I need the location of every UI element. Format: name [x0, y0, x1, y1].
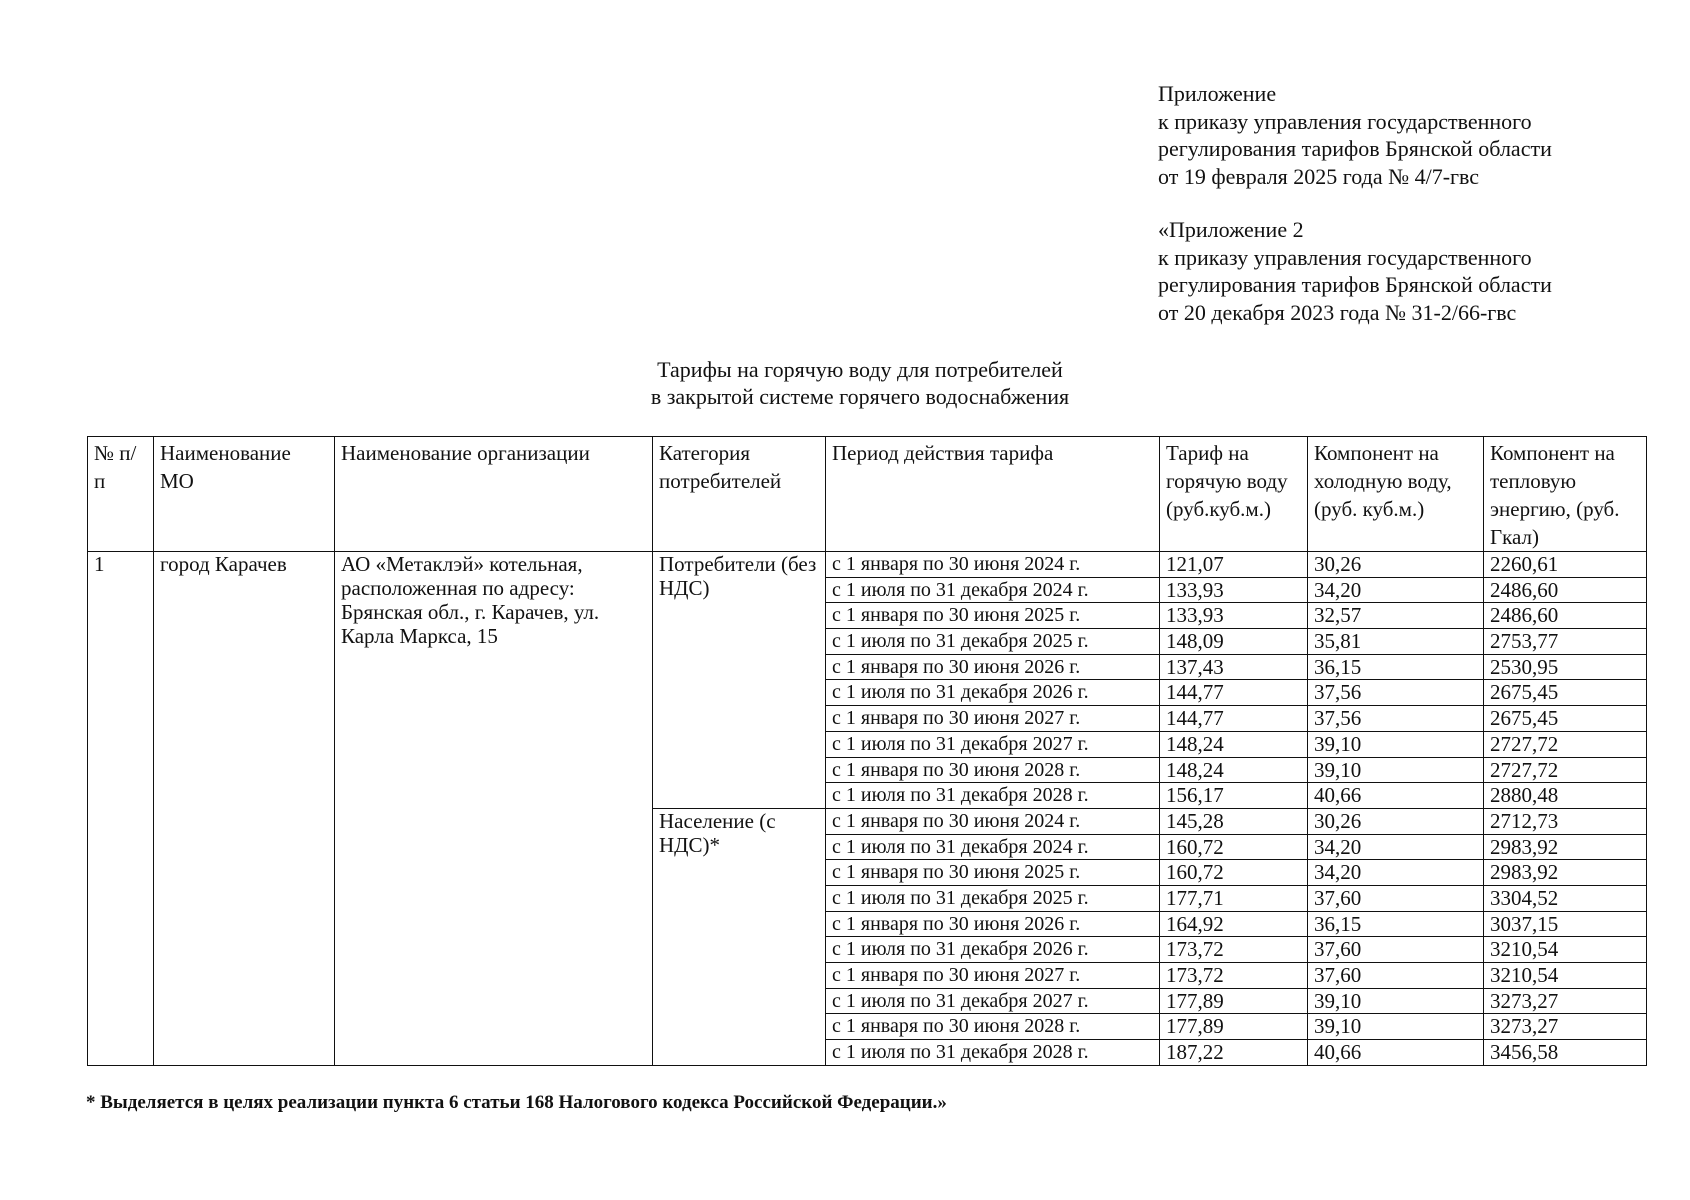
tariff-cell: 177,89 — [1160, 988, 1308, 1014]
table-body — [88, 552, 1647, 1066]
header-org: Наименование организации — [335, 437, 653, 552]
cold-water-cell: 36,15 — [1308, 911, 1484, 937]
appendix-2-header-block — [1158, 216, 1678, 326]
category-cell: Потребители (без НДС) — [653, 552, 826, 809]
period-cell: с 1 января по 30 июня 2024 г. — [826, 552, 1160, 578]
heat-energy-cell: 2530,95 — [1484, 654, 1647, 680]
cold-water-cell: 37,60 — [1308, 963, 1484, 989]
period-cell: с 1 июля по 31 декабря 2025 г. — [826, 629, 1160, 655]
table-row — [88, 552, 1647, 578]
heat-energy-cell: 2675,45 — [1484, 680, 1647, 706]
cold-water-cell: 39,10 — [1308, 731, 1484, 757]
period-cell: с 1 января по 30 июня 2027 г. — [826, 963, 1160, 989]
period-cell: с 1 января по 30 июня 2025 г. — [826, 603, 1160, 629]
period-cell: с 1 июля по 31 декабря 2026 г. — [826, 680, 1160, 706]
category-cell: Население (с НДС)* — [653, 808, 826, 1065]
heat-energy-cell: 3273,27 — [1484, 1014, 1647, 1040]
period-cell: с 1 января по 30 июня 2026 г. — [826, 654, 1160, 680]
cold-water-cell: 34,20 — [1308, 860, 1484, 886]
tariff-cell: 133,93 — [1160, 577, 1308, 603]
tariff-cell: 133,93 — [1160, 603, 1308, 629]
tariff-cell: 173,72 — [1160, 937, 1308, 963]
heat-energy-cell: 2486,60 — [1484, 577, 1647, 603]
heat-energy-cell: 3210,54 — [1484, 937, 1647, 963]
cold-water-cell: 34,20 — [1308, 834, 1484, 860]
tariff-cell: 160,72 — [1160, 834, 1308, 860]
title-line: в закрытой системе горячего водоснабжения — [650, 384, 1070, 409]
heat-energy-cell: 2983,92 — [1484, 834, 1647, 860]
cold-water-cell: 40,66 — [1308, 783, 1484, 809]
mo-name-cell: город Карачев — [154, 552, 335, 1066]
tariff-cell: 173,72 — [1160, 963, 1308, 989]
period-cell: с 1 июля по 31 декабря 2028 г. — [826, 1040, 1160, 1066]
footnote: * Выделяется в целях реализации пункта 6 статьи 168 Налогового кодекса Российской Федерации.» — [86, 1092, 947, 1113]
header-period: Период действия тарифа — [826, 437, 1160, 552]
title-line: Тарифы на горячую воду для потребителей — [657, 357, 1063, 382]
tariff-table — [87, 436, 1647, 1066]
heat-energy-cell: 3456,58 — [1484, 1040, 1647, 1066]
period-cell: с 1 июля по 31 декабря 2027 г. — [826, 731, 1160, 757]
period-cell: с 1 января по 30 июня 2025 г. — [826, 860, 1160, 886]
cold-water-cell: 39,10 — [1308, 757, 1484, 783]
tariff-cell: 121,07 — [1160, 552, 1308, 578]
heat-energy-cell: 2260,61 — [1484, 552, 1647, 578]
cold-water-cell: 37,60 — [1308, 885, 1484, 911]
cold-water-cell: 34,20 — [1308, 577, 1484, 603]
header-num: № п/п — [88, 437, 154, 552]
heat-energy-cell: 2727,72 — [1484, 757, 1647, 783]
tariff-cell: 160,72 — [1160, 860, 1308, 886]
heat-energy-cell: 2486,60 — [1484, 603, 1647, 629]
header-mo: Наименование МО — [154, 437, 335, 552]
cold-water-cell: 37,56 — [1308, 706, 1484, 732]
period-cell: с 1 июля по 31 декабря 2027 г. — [826, 988, 1160, 1014]
cold-water-cell: 37,56 — [1308, 680, 1484, 706]
cold-water-cell: 37,60 — [1308, 937, 1484, 963]
heat-energy-cell: 2712,73 — [1484, 808, 1647, 834]
heat-energy-cell: 3273,27 — [1484, 988, 1647, 1014]
cold-water-cell: 35,81 — [1308, 629, 1484, 655]
heat-energy-cell: 2727,72 — [1484, 731, 1647, 757]
period-cell: с 1 января по 30 июня 2028 г. — [826, 1014, 1160, 1040]
tariff-cell: 148,24 — [1160, 757, 1308, 783]
cold-water-cell: 36,15 — [1308, 654, 1484, 680]
row-number-cell: 1 — [88, 552, 154, 1066]
heat-energy-cell: 3037,15 — [1484, 911, 1647, 937]
appendix-line: регулирования тарифов Брянской области — [1158, 272, 1552, 297]
appendix-line: Приложение — [1158, 81, 1277, 106]
appendix-line: от 20 декабря 2023 года № 31-2/66-гвс — [1158, 299, 1517, 325]
tariff-cell: 145,28 — [1160, 808, 1308, 834]
appendix-line: от 19 февраля 2025 года № 4/7-гвс — [1158, 163, 1480, 189]
header-category: Категория потребителей — [653, 437, 826, 552]
appendix-line: регулирования тарифов Брянской области — [1158, 136, 1552, 161]
period-cell: с 1 июля по 31 декабря 2024 г. — [826, 834, 1160, 860]
period-cell: с 1 января по 30 июня 2028 г. — [826, 757, 1160, 783]
heat-energy-cell: 2675,45 — [1484, 706, 1647, 732]
header-heat: Компонент на тепловую энергию, (руб. Гкал) — [1484, 437, 1647, 552]
period-cell: с 1 января по 30 июня 2024 г. — [826, 808, 1160, 834]
cold-water-cell: 40,66 — [1308, 1040, 1484, 1066]
tariff-cell: 156,17 — [1160, 783, 1308, 809]
header-tariff: Тариф на горячую воду (руб.куб.м.) — [1160, 437, 1308, 552]
appendix-line: к приказу управления государственного — [1158, 108, 1532, 134]
heat-energy-cell: 2880,48 — [1484, 783, 1647, 809]
heat-energy-cell: 2983,92 — [1484, 860, 1647, 886]
period-cell: с 1 июля по 31 декабря 2025 г. — [826, 885, 1160, 911]
tariff-cell: 177,89 — [1160, 1014, 1308, 1040]
heat-energy-cell: 2753,77 — [1484, 629, 1647, 655]
cold-water-cell: 30,26 — [1308, 552, 1484, 578]
cold-water-cell: 39,10 — [1308, 1014, 1484, 1040]
tariff-cell: 164,92 — [1160, 911, 1308, 937]
appendix-header-block — [1158, 80, 1678, 190]
appendix-line: «Приложение 2 — [1158, 217, 1304, 242]
header-cold: Компонент на холодную воду, (руб. куб.м.) — [1308, 437, 1484, 552]
tariff-cell: 137,43 — [1160, 654, 1308, 680]
tariff-cell: 144,77 — [1160, 680, 1308, 706]
period-cell: с 1 января по 30 июня 2026 г. — [826, 911, 1160, 937]
document-title — [0, 356, 1690, 410]
appendix-line: к приказу управления государственного — [1158, 244, 1532, 270]
tariff-cell: 187,22 — [1160, 1040, 1308, 1066]
tariff-cell: 144,77 — [1160, 706, 1308, 732]
period-cell: с 1 июля по 31 декабря 2028 г. — [826, 783, 1160, 809]
table-header-row — [88, 437, 1647, 552]
tariff-cell: 148,09 — [1160, 629, 1308, 655]
period-cell: с 1 января по 30 июня 2027 г. — [826, 706, 1160, 732]
tariff-cell: 177,71 — [1160, 885, 1308, 911]
tariff-cell: 148,24 — [1160, 731, 1308, 757]
organization-cell: АО «Метаклэй» котельная, расположенная по адресу: Брянская обл., г. Карачев, ул. Карла Маркса, 15 — [335, 552, 653, 1066]
cold-water-cell: 32,57 — [1308, 603, 1484, 629]
period-cell: с 1 июля по 31 декабря 2026 г. — [826, 937, 1160, 963]
heat-energy-cell: 3210,54 — [1484, 963, 1647, 989]
cold-water-cell: 30,26 — [1308, 808, 1484, 834]
heat-energy-cell: 3304,52 — [1484, 885, 1647, 911]
cold-water-cell: 39,10 — [1308, 988, 1484, 1014]
period-cell: с 1 июля по 31 декабря 2024 г. — [826, 577, 1160, 603]
